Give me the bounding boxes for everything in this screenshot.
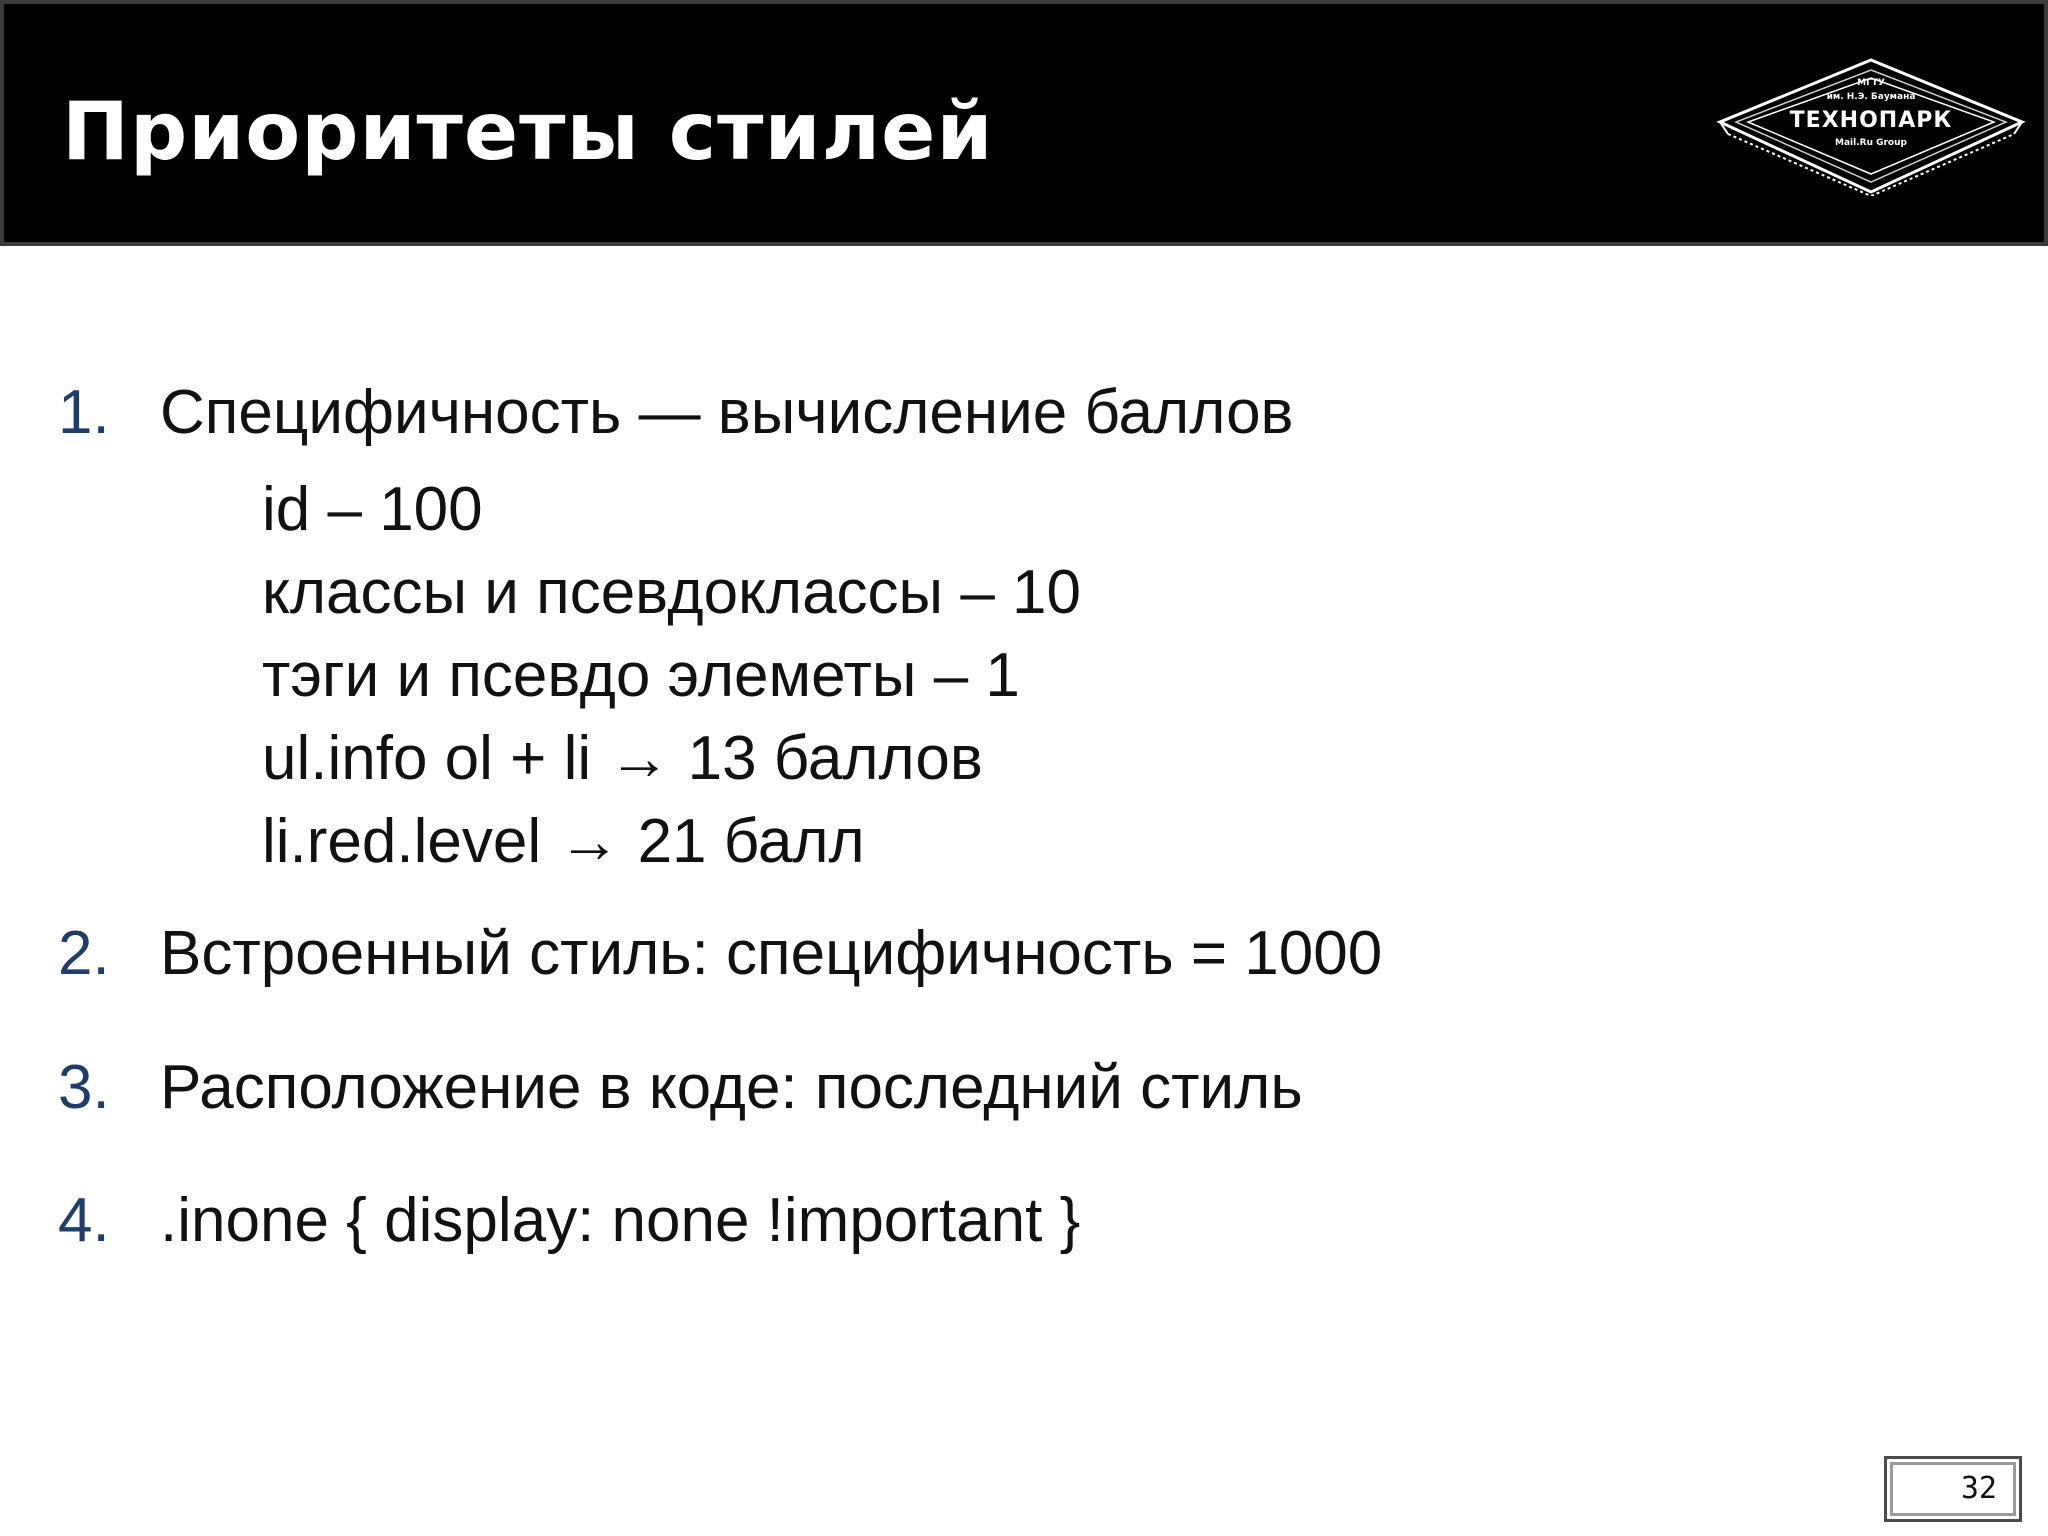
technopark-logo	[1716, 56, 2026, 196]
sub-line-id: id – 100	[262, 475, 483, 544]
logo-line-2: им. Н.Э. Баумана	[1826, 92, 1916, 102]
page-number: 32	[1960, 1471, 1997, 1506]
logo-line-1: МГТУ	[1857, 78, 1885, 88]
list-item-text: Специфичность — вычисление баллов	[160, 378, 1294, 447]
slide-header	[0, 0, 2048, 246]
page-title: Приоритеты стилей	[62, 85, 994, 178]
list-item-text: .inone { display: none !important }	[160, 1186, 1081, 1255]
sub-line-example-2: li.red.level → 21 балл	[262, 807, 865, 876]
sub-line-classes: классы и псевдоклассы – 10	[262, 558, 1082, 627]
list-item-text: Встроенный стиль: специфичность = 1000	[160, 919, 1383, 988]
list-number: 4.	[58, 1186, 110, 1255]
list-item-4	[0, 1181, 2048, 1261]
list-number: 1.	[58, 378, 110, 447]
list-number: 2.	[58, 919, 110, 988]
list-item-1	[0, 373, 2048, 453]
logo-wordmark: ТЕХНОПАРК	[1789, 108, 1953, 133]
sub-line-tags: тэги и псевдо элеметы – 1	[262, 641, 1020, 710]
list-item-3	[0, 1048, 2048, 1128]
list-number: 3.	[58, 1053, 110, 1122]
page-number-badge	[1884, 1456, 2022, 1522]
sub-line-example-1: ul.info ol + li → 13 баллов	[262, 724, 983, 793]
logo-subtitle: Mail.Ru Group	[1835, 138, 1907, 148]
list-item-text: Расположение в коде: последний стиль	[160, 1053, 1303, 1122]
list-item-2	[0, 914, 2048, 994]
